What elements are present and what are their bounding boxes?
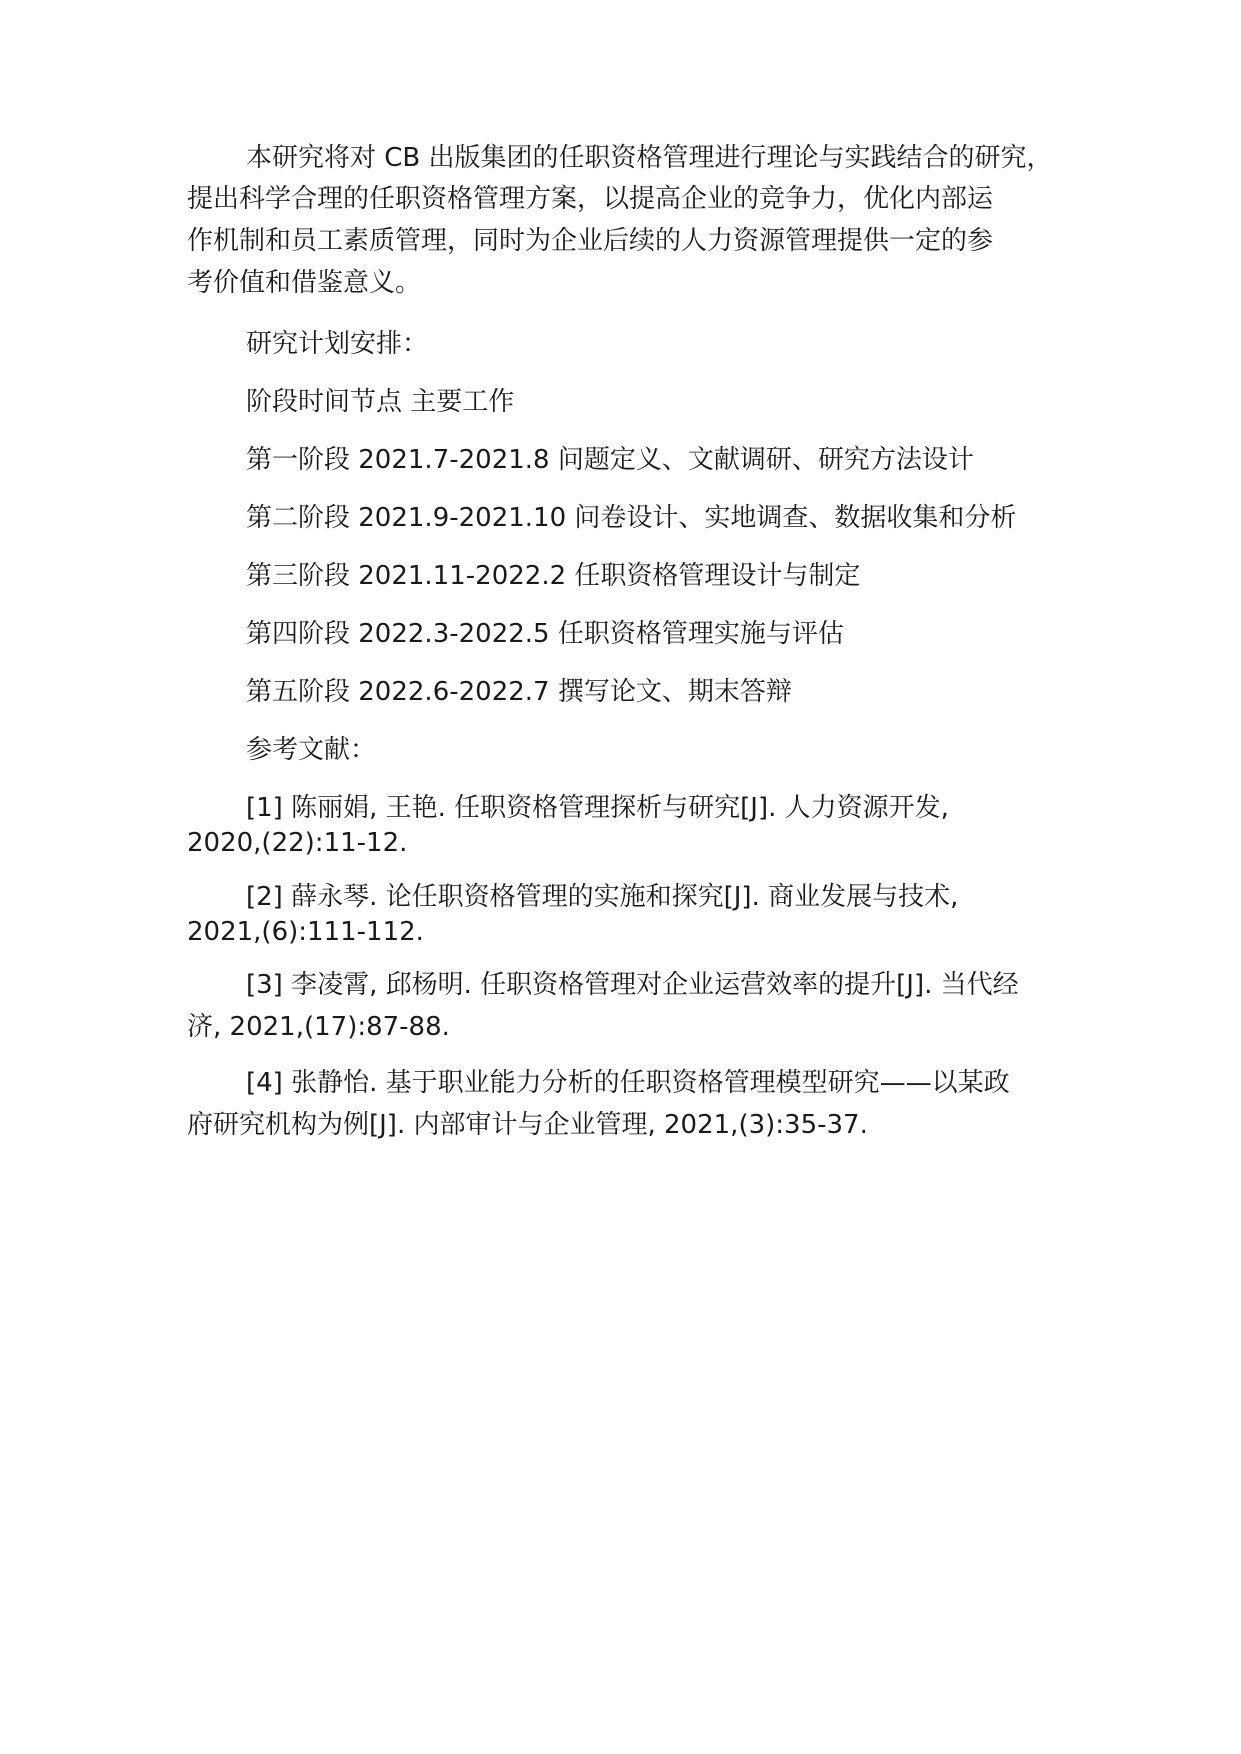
plan-row: 第四阶段 2022.3-2022.5 任职资格管理实施与评估 (246, 619, 844, 649)
reference-entry-line-2: 府研究机构为例[J]. 内部审计与企业管理, 2021,(3):35-37. (187, 1110, 868, 1140)
plan-row: 第二阶段 2021.9-2021.10 问卷设计、实地调查、数据收集和分析 (246, 503, 1017, 533)
intro-line-2: 提出科学合理的任职资格管理方案，以提高企业的竞争力，优化内部运 (187, 184, 994, 214)
plan-heading: 研究计划安排： (246, 329, 429, 359)
plan-table-header: 阶段时间节点 主要工作 (246, 387, 515, 417)
reference-entry-line-1: [3] 李凌霄, 邱杨明. 任职资格管理对企业运营效率的提升[J]. 当代经 (246, 970, 1019, 1000)
reference-entry-line-2: 2021,(6):111-112. (187, 917, 424, 947)
references-heading: 参考文献： (246, 735, 377, 765)
plan-row: 第三阶段 2021.11-2022.2 任职资格管理设计与制定 (246, 561, 861, 591)
reference-entry-line-1: [4] 张静怡. 基于职业能力分析的任职资格管理模型研究——以某政 (246, 1068, 1010, 1098)
reference-entry-line-2: 2020,(22):11-12. (187, 828, 408, 858)
intro-line-1: 本研究将对 CB 出版集团的任职资格管理进行理论与实践结合的研究， (246, 143, 1053, 173)
plan-row: 第五阶段 2022.6-2022.7 撰写论文、期末答辩 (246, 677, 792, 707)
plan-row: 第一阶段 2021.7-2021.8 问题定义、文献调研、研究方法设计 (246, 445, 974, 475)
reference-entry-line-1: [1] 陈丽娟, 王艳. 任职资格管理探析与研究[J]. 人力资源开发, (246, 793, 949, 823)
intro-line-4: 考价值和借鉴意义。 (187, 268, 422, 298)
reference-entry-line-1: [2] 薛永琴. 论任职资格管理的实施和探究[J]. 商业发展与技术, (246, 882, 959, 912)
reference-entry-line-2: 济, 2021,(17):87-88. (187, 1012, 450, 1042)
intro-line-3: 作机制和员工素质管理，同时为企业后续的人力资源管理提供一定的参 (187, 226, 994, 256)
